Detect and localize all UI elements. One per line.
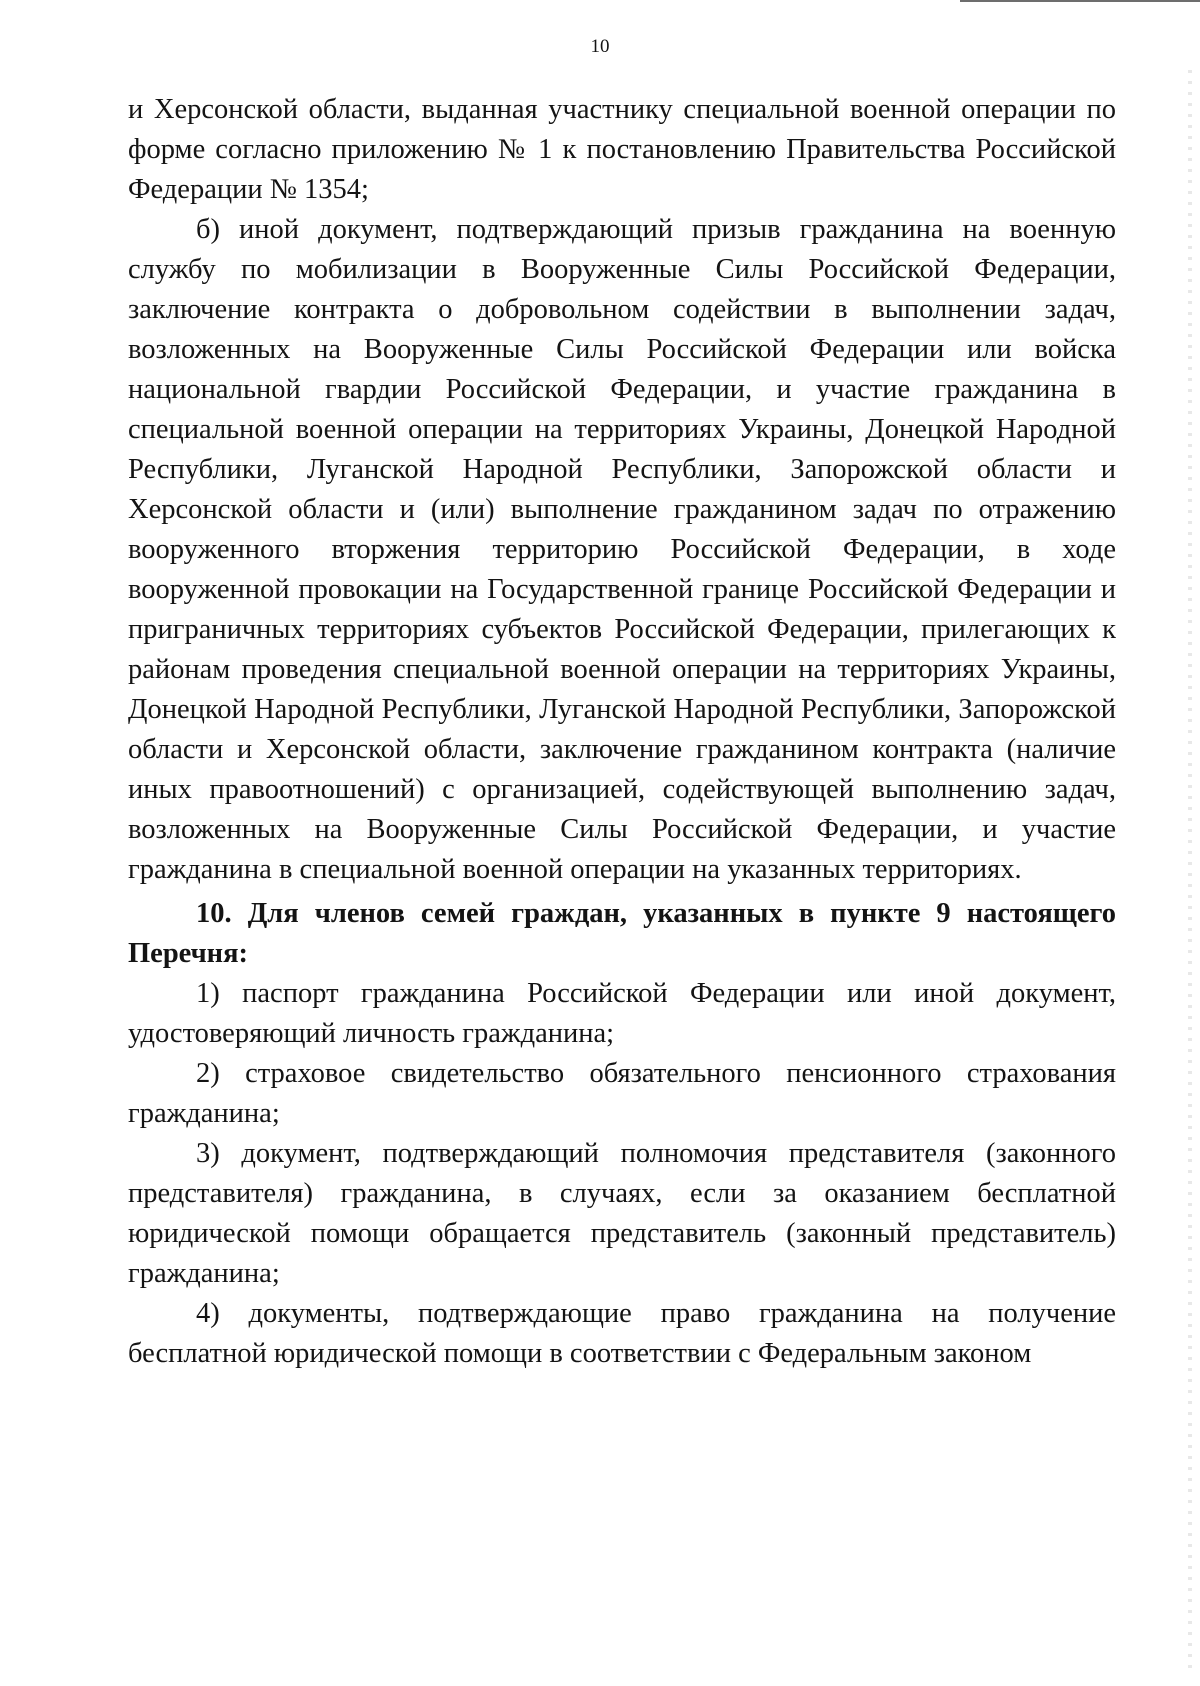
scan-edge-noise xyxy=(1188,70,1192,1670)
list-item-2: 2) страховое свидетельство обязательного пенсионного страхования гражданина; xyxy=(128,1058,1116,1129)
list-item-1: 1) паспорт гражданина Российской Федерации или иной документ, удостоверяющий личность гражданина; xyxy=(128,978,1116,1049)
list-item-b: б) иной документ, подтверждающий призыв гражданина на военную службу по мобилизации в Вооруженные Силы Российской Федерации, заключение контракта о добровольном содействии в выполнении задач, возложенных на Вооруженные Силы Российской Федерации или войска национальной гвардии Российской Федерации, и участие гражданина в специальной военной операции на территориях Украины, Донецкой Народной Республики, Луганской Народной Республики, Запорожской области и Херсонской области и (или) выполнение гражданином задач по отражению вооруженного вторжения территорию Российской Федерации, в ходе вооруженной провокации на Государственной границе Российской Федерации и приграничных территориях субъектов Российской Федерации, прилегающих к районам проведения специальной военной операции на территориях Украины, Донецкой Народной Республики, Луганской Народной Республики, Запорожской области и Херсонской области, заключение гражданином контракта (наличие иных правоотношений) с организацией, содействующей выполнению задач, возложенных на Вооруженные Силы Российской Федерации, и участие гражданина в специальной военной операции на указанных территориях. xyxy=(128,214,1116,885)
scan-edge-line xyxy=(960,0,1200,2)
section-heading-10: 10. Для членов семей граждан, указанных в пункте 9 настоящего Перечня: xyxy=(128,898,1116,969)
list-item-4: 4) документы, подтверждающие право гражданина на получение бесплатной юридической помощи в соответствии с Федеральным законом xyxy=(128,1298,1116,1369)
paragraph-continuation: и Херсонской области, выданная участнику специальной военной операции по форме согласно приложению № 1 к постановлению Правительства Российской Федерации № 1354; xyxy=(128,94,1116,205)
page-number: 10 xyxy=(590,36,610,57)
list-item-3: 3) документ, подтверждающий полномочия представителя (законного представителя) гражданина, в случаях, если за оказанием бесплатной юридической помощи обращается представитель (законный представитель) гражданина; xyxy=(128,1138,1116,1289)
document-body xyxy=(128,90,1116,1374)
